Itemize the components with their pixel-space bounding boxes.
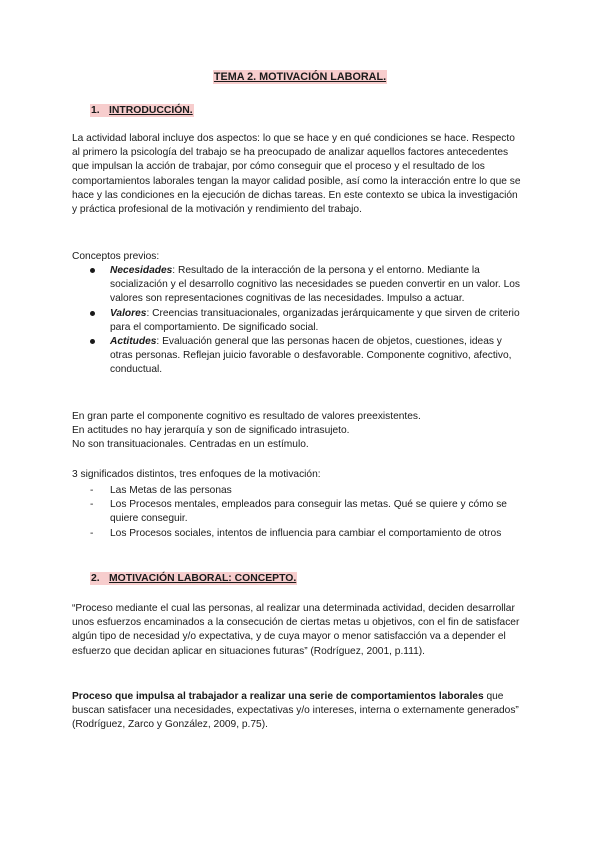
bullet-icon xyxy=(90,339,95,344)
list-item xyxy=(72,484,524,498)
definition-rest: que buscan satisfacer una necesidades, expectativas y/o intereses, interna o externamente generados” (Rodríguez, Zarco y González, 2009, p.75). xyxy=(72,691,519,731)
definition-bold: Proceso que impulsa al trabajador a realizar una serie de comportamientos laborales xyxy=(72,691,484,702)
approach-text: Los Procesos mentales, empleados para conseguir las metas. Qué se quiere y cómo se quiere conseguir. xyxy=(110,499,507,525)
title-highlight: TEMA 2. MOTIVACIÓN LABORAL. xyxy=(213,71,387,83)
list-item xyxy=(72,264,524,307)
quote-text: “Proceso mediante el cual las personas, al realizar una determinada actividad, deciden desarrollar unos esfuerzos encaminados a la consecución de ciertas metas u objetivos, con el fin de satisfacer algún tipo de necesidad y/o expectativa, y de cuya mayor o menor satisfacción va a depender el esfuerzo que decidan aplicar en situaciones futuras” (Rodríguez, 2001, p.111). xyxy=(72,603,520,657)
page-title xyxy=(0,70,600,84)
concept-term: Necesidades xyxy=(110,265,173,276)
section-title: MOTIVACIÓN LABORAL: CONCEPTO. xyxy=(109,573,297,584)
concept-term: Valores xyxy=(110,307,147,319)
list-item xyxy=(72,307,524,335)
list-item xyxy=(72,527,524,541)
section-title: INTRODUCCIÓN. xyxy=(109,105,193,116)
note-line: No son transituacionales. Centradas en un estímulo. xyxy=(72,439,309,451)
approach-text: Las Metas de las personas xyxy=(110,485,232,496)
bullet-icon xyxy=(90,311,95,316)
concepts-label-text: Conceptos previos: xyxy=(72,251,160,262)
section-heading-introduccion xyxy=(90,104,194,118)
concepts-label xyxy=(72,250,524,264)
concept-text: : Evaluación general que las personas hacen de objetos, cuestiones, ideas y otras personas. Reflejan juicio favorable o desfavorable. Componente cognitivo, afectivo, conductual. xyxy=(110,336,512,376)
definition-text xyxy=(72,690,524,733)
concept-term: Actitudes xyxy=(110,336,157,348)
section-heading-concepto xyxy=(90,572,297,586)
section-number: 2. xyxy=(91,573,100,584)
concepts-list xyxy=(72,264,524,378)
intro-text: La actividad laboral incluye dos aspectos: lo que se hace y en qué condiciones se hace. Respecto al primero la psicología del trabajo se ha preocupado de analizar aquellos factores antecedentes que impulsan la acción de trabajar, por cómo conseguir que el proceso y el resultado de los comportamientos laborales tengan la mayor calidad posible, así como la interacción entre lo que se hace y las condiciones en la ejecución de dichas tareas. En este contexto se ubica la investigación y práctica profesional de la motivación y rendimiento del trabajo. xyxy=(72,133,521,216)
approaches-label-text: 3 significados distintos, tres enfoques de la motivación: xyxy=(72,469,321,480)
dash-icon: - xyxy=(90,499,94,511)
list-item xyxy=(72,498,524,526)
quote-paragraph xyxy=(72,602,524,659)
section-number: 1. xyxy=(91,105,100,116)
definition-paragraph xyxy=(72,690,524,733)
section-heading-highlight xyxy=(90,572,297,585)
concept-text: : Resultado de la interacción de la persona y el entorno. Mediante la socialización y el desarrollo cognitivo las necesidades se pueden convertir en un valor. Los valores son representaciones cognitivas de las necesidades. Impulso a actuar. xyxy=(110,265,521,305)
approach-text: Los Procesos sociales, intentos de influencia para cambiar el comportamiento de otros xyxy=(110,527,502,539)
list-item xyxy=(72,335,524,378)
approaches-label xyxy=(72,468,524,482)
concept-text: : Creencias transituacionales, organizadas jerárquicamente y que sirven de criterio para el comportamiento. De significado social. xyxy=(110,307,520,333)
notes-block xyxy=(72,410,524,453)
bullet-icon xyxy=(90,268,95,273)
intro-paragraph xyxy=(72,132,524,217)
approaches-list xyxy=(72,484,524,541)
dash-icon: - xyxy=(90,527,94,539)
note-line: En gran parte el componente cognitivo es resultado de valores preexistentes. xyxy=(72,411,421,422)
dash-icon: - xyxy=(90,485,94,496)
note-line: En actitudes no hay jerarquía y son de significado intrasujeto. xyxy=(72,425,350,437)
section-heading-highlight xyxy=(90,104,194,117)
